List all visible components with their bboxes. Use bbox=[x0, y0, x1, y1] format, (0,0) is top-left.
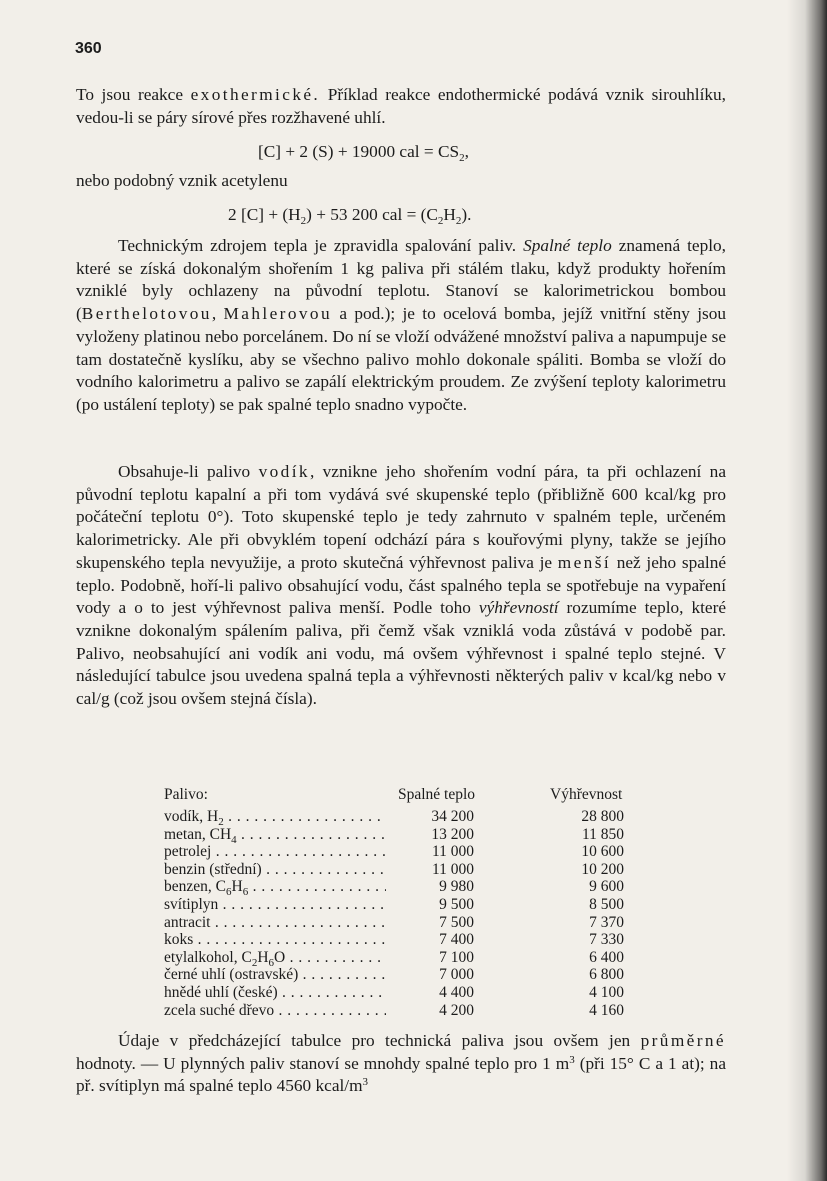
cell-spalne-teplo: 9 980 bbox=[439, 878, 474, 896]
cell-spalne-teplo: 11 000 bbox=[431, 860, 474, 878]
table-row bbox=[164, 843, 664, 861]
cell-vyhrevnost: 4 100 bbox=[589, 983, 624, 1001]
table-row bbox=[164, 931, 664, 949]
cell-vyhrevnost: 6 400 bbox=[589, 948, 624, 966]
paragraph-spalne-teplo: Technickým zdrojem tepla je zpravidla spalování paliv. Spalné teplo znamená teplo, které se získá dokonalým shořením 1 kg paliva při stálém tlaku, když produkty hořením vzniklé byly ochlazeny na původní teplotu. Stanoví se kalorimetrickou bombou (Berthelotovou, Mahlerovou a pod.); je to ocelová bomba, jejíž vnitřní stěny jsou vyloženy platinou nebo porcelánem. Do ní se vloží odvážené množství paliva a napumpuje se tam dostatečně kyslíku, aby se všechno palivo mohlo dokonale spáliti. Bomba se vloží do vodního kalorimetru a palivo se zapálí elektrickým proudem. Ze zvýšení teploty kalorimetru (po ustálení teploty) se pak spalné teplo snadno vypočte. bbox=[76, 236, 726, 414]
cell-palivo: zcela suché dřevo . . . bbox=[164, 1002, 386, 1020]
table-row bbox=[164, 808, 664, 826]
cell-vyhrevnost: 4 160 bbox=[589, 1001, 624, 1019]
header-palivo: Palivo: bbox=[164, 786, 208, 803]
page-edge-shadow bbox=[787, 0, 827, 1181]
cell-spalne-teplo: 13 200 bbox=[431, 825, 474, 843]
table-row bbox=[164, 861, 664, 879]
page-number: 360 bbox=[75, 40, 102, 57]
cell-vyhrevnost: 11 850 bbox=[581, 825, 624, 843]
cell-vyhrevnost: 6 800 bbox=[589, 966, 624, 984]
fuel-table bbox=[164, 786, 664, 1019]
table-row bbox=[164, 896, 664, 914]
cell-palivo: hnědé uhlí (české) . . . bbox=[164, 984, 386, 1002]
formula-acetylene: 2 $[C] + (H_2) + 53$ 200 cal = $(C_2H_2)$. bbox=[228, 205, 472, 227]
cell-spalne-teplo: 7 000 bbox=[439, 966, 474, 984]
cell-spalne-teplo: 9 500 bbox=[439, 895, 474, 913]
cell-palivo: vodík, $H_2$ . . . bbox=[164, 808, 386, 826]
cell-palivo: svítiplyn . . . bbox=[164, 896, 386, 914]
paragraph-exothermic: To jsou reakce exothermické. Příklad reakce endothermické podává vznik sirouhlíku, vedou-li se páry sírové přes rozžhavené uhlí. bbox=[76, 85, 726, 127]
cell-vyhrevnost: 9 600 bbox=[589, 878, 624, 896]
table-row bbox=[164, 966, 664, 984]
cell-palivo: koks . . . bbox=[164, 931, 386, 949]
cell-spalne-teplo: 11 000 bbox=[431, 843, 474, 861]
table-row bbox=[164, 984, 664, 1002]
paragraph-udaje: Údaje v předcházející tabulce pro technická paliva jsou ovšem jen průměrné hodnoty. — U plynných paliv stanoví se mnohdy spalné teplo pro 1 $m^3$ (při 15° C a 1 at); na př. svítiplyn má spalné teplo 4560 kcal/$m^3$ bbox=[76, 1031, 726, 1096]
cell-palivo: metan, $CH_4$ . . . bbox=[164, 826, 386, 844]
table-header bbox=[164, 786, 664, 808]
cell-palivo: benzin (střední) . . . bbox=[164, 861, 386, 879]
table-row bbox=[164, 826, 664, 844]
header-spalne-teplo: Spalné teplo bbox=[398, 786, 476, 803]
cell-vyhrevnost: 10 600 bbox=[581, 843, 624, 861]
cell-vyhrevnost: 7 330 bbox=[589, 931, 624, 949]
cell-spalne-teplo: 4 200 bbox=[439, 1001, 474, 1019]
cell-spalne-teplo: 7 500 bbox=[439, 913, 474, 931]
cell-spalne-teplo: 7 100 bbox=[439, 948, 474, 966]
cell-vyhrevnost: 28 800 bbox=[581, 808, 624, 825]
table-row bbox=[164, 914, 664, 932]
cell-palivo: etylalkohol, $C_2H_6O$ . . . bbox=[164, 949, 386, 967]
cell-vyhrevnost: 10 200 bbox=[581, 860, 624, 878]
cell-spalne-teplo: 4 400 bbox=[439, 983, 474, 1001]
table-row bbox=[164, 878, 664, 896]
cell-spalne-teplo: 34 200 bbox=[431, 808, 474, 825]
cell-spalne-teplo: 7 400 bbox=[439, 931, 474, 949]
header-vyhrevnost: Výhřevnost bbox=[550, 786, 623, 803]
cell-palivo: černé uhlí (ostravské) . . . bbox=[164, 966, 386, 984]
cell-palivo: antracit . . . bbox=[164, 914, 386, 932]
cell-vyhrevnost: 7 370 bbox=[589, 913, 624, 931]
table-row bbox=[164, 949, 664, 967]
cell-palivo: petrolej . . . bbox=[164, 843, 386, 861]
line-acetylene: nebo podobný vznik acetylenu bbox=[76, 171, 288, 190]
formula-carbon-disulfide: [C] + 2 (S) + 19000 cal = $CS_2$, bbox=[258, 142, 469, 164]
table-row bbox=[164, 1002, 664, 1020]
cell-vyhrevnost: 8 500 bbox=[589, 895, 624, 913]
cell-palivo: benzen, $C_6H_6$ . . . bbox=[164, 878, 386, 896]
paragraph-vyhrevnost: Obsahuje-li palivo vodík, vznikne jeho shořením vodní pára, ta při ochlazení na původní teplotu kapalní a při tom vydává své skupenské teplo (přibližně 600 kcal/kg pro počáteční teplotu 0°). Toto skupenské teplo je tedy zahrnuto v spalném teple, určeném kalorimetricky. Ale při obvyklém topení odchází pára s kouřovými plyny, takže se jejího skupenského tepla nevyužije, a proto skutečná výhřevnost paliva je menší než jeho spalné teplo. Podobně, hoří-li palivo obsahující vodu, část spalného tepla se spotřebuje na vypaření vody a o to jest výhřevnost paliva menší. Podle toho výhřevností rozumíme teplo, které vznikne dokonalým spálením paliva, při čemž však vzniklá voda zůstává v podobě par. Palivo, neobsahující ani vodík ani vodu, má ovšem výhřevnost i spalné teplo stejné. V následující tabulce jsou uvedena spalná tepla a výhřevnosti některých paliv v kcal/kg nebo v cal/g (což jsou ovšem stejná čísla). bbox=[76, 462, 727, 709]
